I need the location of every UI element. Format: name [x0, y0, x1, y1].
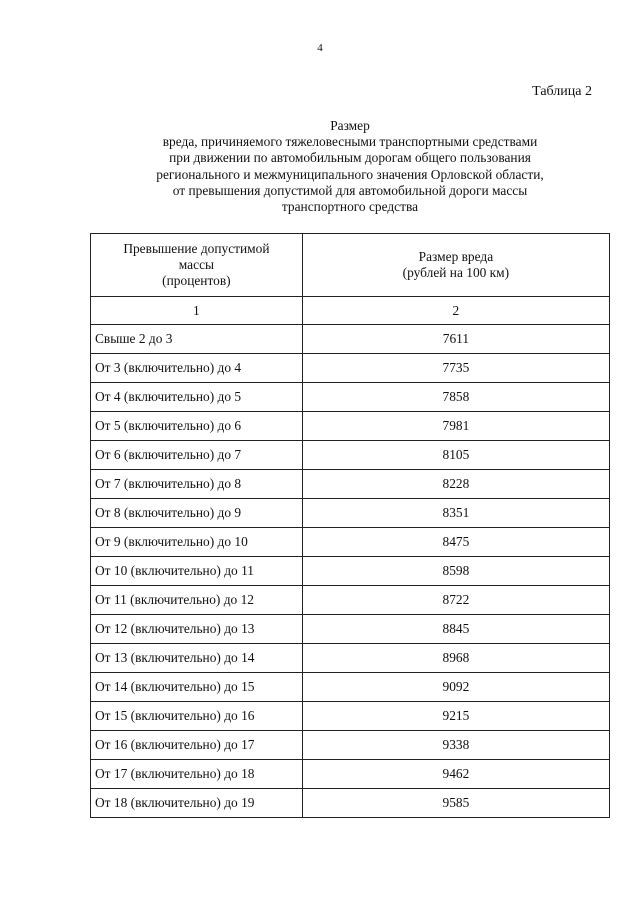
excess-range-cell: От 10 (включительно) до 11 — [91, 557, 303, 586]
excess-range-cell: От 16 (включительно) до 17 — [91, 731, 303, 760]
table-header-row — [91, 234, 610, 297]
table-row — [91, 702, 610, 731]
table-row — [91, 528, 610, 557]
damage-value-cell: 8228 — [302, 470, 609, 499]
column-number: 1 — [91, 297, 303, 325]
table-title — [60, 118, 640, 215]
table-row — [91, 441, 610, 470]
table-row — [91, 673, 610, 702]
damage-value-cell: 8722 — [302, 586, 609, 615]
damage-table — [90, 233, 610, 818]
title-line: регионального и межмуниципального значения Орловской области, — [156, 166, 544, 182]
excess-range-cell: От 18 (включительно) до 19 — [91, 789, 303, 818]
excess-range-cell: От 9 (включительно) до 10 — [91, 528, 303, 557]
damage-value-cell: 9462 — [302, 760, 609, 789]
table-row — [91, 499, 610, 528]
damage-value-cell: 7981 — [302, 412, 609, 441]
excess-range-cell: От 3 (включительно) до 4 — [91, 354, 303, 383]
table-row — [91, 557, 610, 586]
table-row — [91, 412, 610, 441]
excess-range-cell: От 7 (включительно) до 8 — [91, 470, 303, 499]
column-number-row — [91, 297, 610, 325]
header-line: массы — [178, 257, 215, 272]
damage-value-cell: 9215 — [302, 702, 609, 731]
table-row — [91, 586, 610, 615]
damage-value-cell: 7611 — [302, 325, 609, 354]
damage-value-cell: 8475 — [302, 528, 609, 557]
table-row — [91, 354, 610, 383]
damage-value-cell: 8351 — [302, 499, 609, 528]
damage-value-cell: 8845 — [302, 615, 609, 644]
damage-value-cell: 8598 — [302, 557, 609, 586]
excess-range-cell: От 11 (включительно) до 12 — [91, 586, 303, 615]
header-line: Превышение допустимой — [123, 241, 270, 256]
header-damage-size — [302, 234, 609, 297]
title-line: транспортного средства — [281, 199, 419, 215]
table-row — [91, 760, 610, 789]
table-row — [91, 615, 610, 644]
damage-value-cell: 9092 — [302, 673, 609, 702]
excess-range-cell: Свыше 2 до 3 — [91, 325, 303, 354]
table-row — [91, 731, 610, 760]
table-label: Таблица 2 — [532, 84, 592, 99]
excess-range-cell: От 5 (включительно) до 6 — [91, 412, 303, 441]
title-line: вреда, причиняемого тяжеловесными транспортными средствами — [162, 134, 538, 150]
table-row — [91, 644, 610, 673]
excess-range-cell: От 17 (включительно) до 18 — [91, 760, 303, 789]
page-number: 4 — [317, 42, 323, 54]
damage-value-cell: 9338 — [302, 731, 609, 760]
excess-range-cell: От 12 (включительно) до 13 — [91, 615, 303, 644]
title-line: Размер — [330, 118, 370, 133]
table-row — [91, 325, 610, 354]
excess-range-cell: От 13 (включительно) до 14 — [91, 644, 303, 673]
damage-value-cell: 7735 — [302, 354, 609, 383]
table-row — [91, 383, 610, 412]
table-body — [91, 325, 610, 818]
damage-value-cell: 9585 — [302, 789, 609, 818]
excess-range-cell: От 6 (включительно) до 7 — [91, 441, 303, 470]
column-number: 2 — [302, 297, 609, 325]
header-line: (рублей на 100 км) — [402, 265, 510, 280]
header-line: Размер вреда — [418, 249, 494, 264]
excess-range-cell: От 4 (включительно) до 5 — [91, 383, 303, 412]
damage-value-cell: 7858 — [302, 383, 609, 412]
excess-range-cell: От 14 (включительно) до 15 — [91, 673, 303, 702]
title-line: от превышения допустимой для автомобильной дороги массы — [172, 182, 528, 198]
damage-value-cell: 8968 — [302, 644, 609, 673]
header-line: (процентов) — [162, 273, 231, 288]
table-row — [91, 789, 610, 818]
header-excess-mass — [91, 234, 303, 297]
damage-value-cell: 8105 — [302, 441, 609, 470]
excess-range-cell: От 8 (включительно) до 9 — [91, 499, 303, 528]
title-line: при движении по автомобильным дорогам общего пользования — [169, 150, 531, 166]
excess-range-cell: От 15 (включительно) до 16 — [91, 702, 303, 731]
table-row — [91, 470, 610, 499]
